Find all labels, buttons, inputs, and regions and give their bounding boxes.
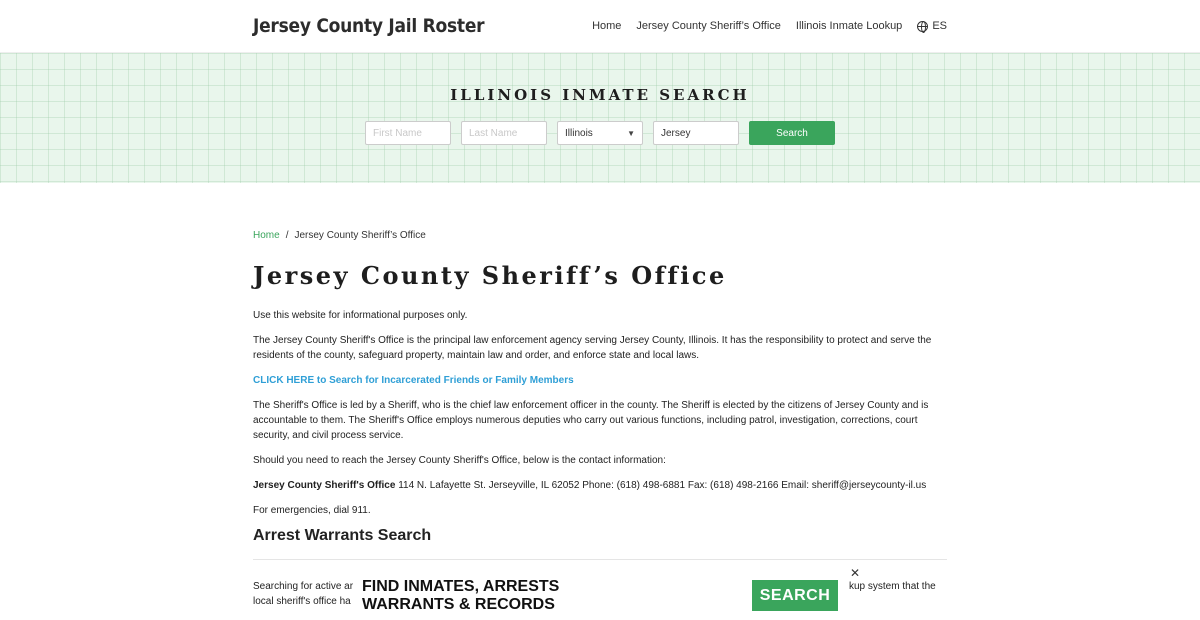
warrants-paragraph-left bbox=[253, 579, 353, 609]
ad-search-button[interactable]: SEARCH bbox=[752, 580, 838, 611]
contact-detail: 114 N. Lafayette St. Jerseyville, IL 62052 Phone: (618) 498-6881 Fax: (618) 498-2166 Email: sheriff@jerseycounty-il.us bbox=[395, 480, 927, 491]
breadcrumb-separator: / bbox=[285, 230, 289, 241]
breadcrumb-home[interactable]: Home bbox=[253, 230, 280, 241]
nav-home[interactable]: Home bbox=[592, 20, 622, 32]
first-name-input[interactable]: First Name bbox=[365, 121, 451, 145]
main-content bbox=[0, 230, 1200, 560]
emergency-text: For emergencies, dial 911. bbox=[253, 505, 371, 516]
ad-headline bbox=[362, 578, 559, 614]
inmate-search-panel bbox=[0, 53, 1200, 183]
site-logo[interactable]: Jersey County Jail Roster bbox=[253, 15, 485, 37]
intro-paragraph: The Jersey County Sheriff's Office is the principal law enforcement agency serving Jersey County, Illinois. It has the responsibility to protect and serve the residents of the county, safeguard property, maintain law and order, and enforce state and local laws. bbox=[253, 335, 932, 361]
search-form bbox=[0, 121, 1200, 145]
warrants-text-line-1: Searching for active ar bbox=[253, 581, 354, 592]
ad-line-2: WARRANTS & RECORDS bbox=[362, 596, 555, 613]
last-name-input[interactable]: Last Name bbox=[461, 121, 547, 145]
ad-banner[interactable] bbox=[355, 566, 861, 620]
warrants-text-line-2: local sheriff's office ha bbox=[253, 596, 351, 607]
disclaimer-text: Use this website for informational purposes only. bbox=[253, 310, 468, 321]
site-header bbox=[0, 0, 1200, 53]
section-heading: Arrest Warrants Search bbox=[253, 527, 432, 544]
close-icon[interactable]: ✕ bbox=[850, 566, 861, 580]
search-button[interactable]: Search bbox=[749, 121, 835, 145]
state-value: Illinois bbox=[565, 127, 593, 139]
page-title: Jersey County Sheriff’s Office bbox=[253, 261, 727, 290]
divider bbox=[253, 559, 947, 560]
search-title: ILLINOIS INMATE SEARCH bbox=[450, 86, 750, 104]
ad-line-1: FIND INMATES, ARRESTS bbox=[362, 578, 560, 595]
county-input[interactable]: Jersey bbox=[653, 121, 739, 145]
main-nav bbox=[592, 20, 947, 32]
nav-inmate-lookup[interactable]: Illinois Inmate Lookup bbox=[795, 20, 903, 32]
warrants-paragraph-right: kup system that the bbox=[849, 581, 936, 592]
language-switch[interactable] bbox=[917, 20, 947, 32]
state-select[interactable] bbox=[557, 121, 643, 145]
breadcrumb bbox=[253, 230, 947, 241]
sheriff-paragraph: The Sheriff's Office is led by a Sheriff, who is the chief law enforcement officer in the county. The Sheriff is elected by the citizens of Jersey County and is accountable to them. The Sheriff's Office employs numerous deputies who carry out various functions, including patrol, investigation, corrections, court security, and civil process service. bbox=[253, 400, 929, 441]
breadcrumb-current: Jersey County Sheriff’s Office bbox=[294, 230, 426, 241]
search-inmates-link[interactable]: CLICK HERE to Search for Incarcerated Friends or Family Members bbox=[253, 375, 574, 386]
language-label: ES bbox=[932, 20, 947, 32]
chevron-down-icon: ▼ bbox=[627, 128, 635, 138]
nav-sheriff-office[interactable]: Jersey County Sheriff’s Office bbox=[636, 20, 781, 32]
contact-name: Jersey County Sheriff's Office bbox=[253, 480, 396, 491]
contact-intro: Should you need to reach the Jersey County Sheriff's Office, below is the contact information: bbox=[253, 455, 666, 466]
contact-info bbox=[253, 478, 947, 493]
globe-icon bbox=[917, 21, 928, 32]
